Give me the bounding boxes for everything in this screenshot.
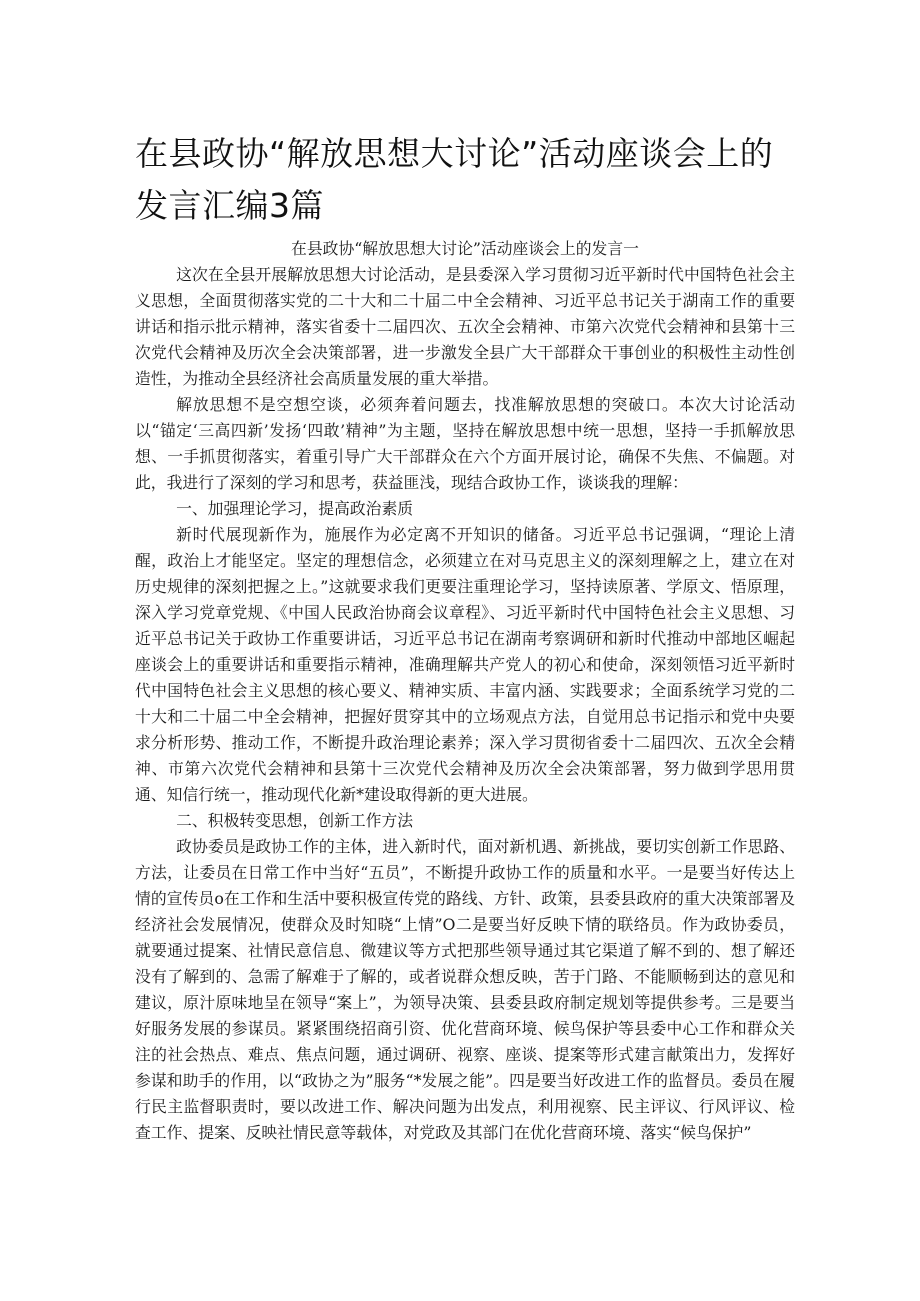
paragraph-intro: 这次在全县开展解放思想大讨论活动，是县委深入学习贯彻习近平新时代中国特色社会主义思想，全面贯彻落实党的二十大和二十届二中全会精神、习近平总书记关于湖南工作的重要讲话和指示批示精神，落实省委十二届四次、五次全会精神、市第六次党代会精神和县第十三次党代会精神及历次全会决策部署，进一步激发全县广大干部群众干事创业的积极性主动性创造性，为推动全县经济社会高质量发展的重大举措。 <box>135 265 795 388</box>
paragraph-work-methods: 政协委员是政协工作的主体，进入新时代，面对新机遇、新挑战，要切实创新工作思路、方法，让委员在日常工作中当好“五员”，不断提升政协工作的质量和水平。一是要当好传达上情的宣传员o在工作和生活中要积极宣传党的路线、方针、政策，县委县政府的重大决策部署及经济社会发展情况，使群众及时知晓“上情”O二是要当好反映下情的联络员。作为政协委员，就要通过提案、社情民意信息、微建议等方式把那些领导通过其它渠道了解不到的、想了解还没有了解到的、急需了解难于了解的，或者说群众想反映，苦于门路、不能顺畅到达的意见和建议，原汁原味地呈在领导“案上”，为领导决策、县委县政府制定规划等提供参考。三是要当好服务发展的参谋员。紧紧围绕招商引资、优化营商环境、候鸟保护等县委中心工作和群众关注的社会热点、难点、焦点问题，通过调研、视察、座谈、提案等形式建言献策出力，发挥好参谋和助手的作用，以“政协之为”服务“*发展之能”。四是要当好改进工作的监督员。委员在履行民主监督职责时，要以改进工作、解决问题为出发点，利用视察、民主评议、行风评议、检查工作、提案、反映社情民意等载体，对党政及其部门在优化营商环境、落实“候鸟保护” <box>135 837 795 1142</box>
section-heading-1: 一、加强理论学习，提高政治素质 <box>176 499 414 518</box>
document-title: 在县政协“解放思想大讨论”活动座谈会上的发言汇编3篇 <box>135 134 774 225</box>
paragraph-emancipation: 解放思想不是空想空谈，必须奔着问题去，找准解放思想的突破口。本次大讨论活动以“锚定‘三高四新’发扬‘四敢’精神”为主题，坚持在解放思想中统一思想，坚持一手抓解放思想、一手抓贯彻落实，着重引导广大干部群众在六个方面开展讨论，确保不失焦、不偏题。对此，我进行了深刻的学习和思考，获益匪浅，现结合政协工作，谈谈我的理解： <box>135 395 795 492</box>
document-body <box>135 236 795 1146</box>
paragraph-theory-study: 新时代展现新作为，施展作为必定离不开知识的储备。习近平总书记强调，“理论上清醒，政治上才能坚定。坚定的理想信念，必须建立在对马克思主义的深刻理解之上，建立在对历史规律的深刻把握之上。”这就要求我们更要注重理论学习，坚持读原著、学原文、悟原理，深入学习党章党规、《中国人民政治协商会议章程》、习近平新时代中国特色社会主义思想、习近平总书记关于政协工作重要讲话，习近平总书记在湖南考察调研和新时代推动中部地区崛起座谈会上的重要讲话和重要指示精神，准确理解共产党人的初心和使命，深刻领悟习近平新时代中国特色社会主义思想的核心要义、精神实质、丰富内涵、实践要求；全面系统学习党的二十大和二十届二中全会精神，把握好贯穿其中的立场观点方法，自觉用总书记指示和党中央要求分析形势、推动工作，不断提升政治理论素养；深入学习贯彻省委十二届四次、五次全会精神、市第六次党代会精神和县第十三次党代会精神及历次全会决策部署，努力做到学思用贯通、知信行统一，推动现代化新*建设取得新的更大进展。 <box>135 525 795 804</box>
section-heading-2: 二、积极转变思想，创新工作方法 <box>176 811 414 830</box>
speech-subtitle: 在县政协“解放思想大讨论”活动座谈会上的发言一 <box>291 239 639 258</box>
